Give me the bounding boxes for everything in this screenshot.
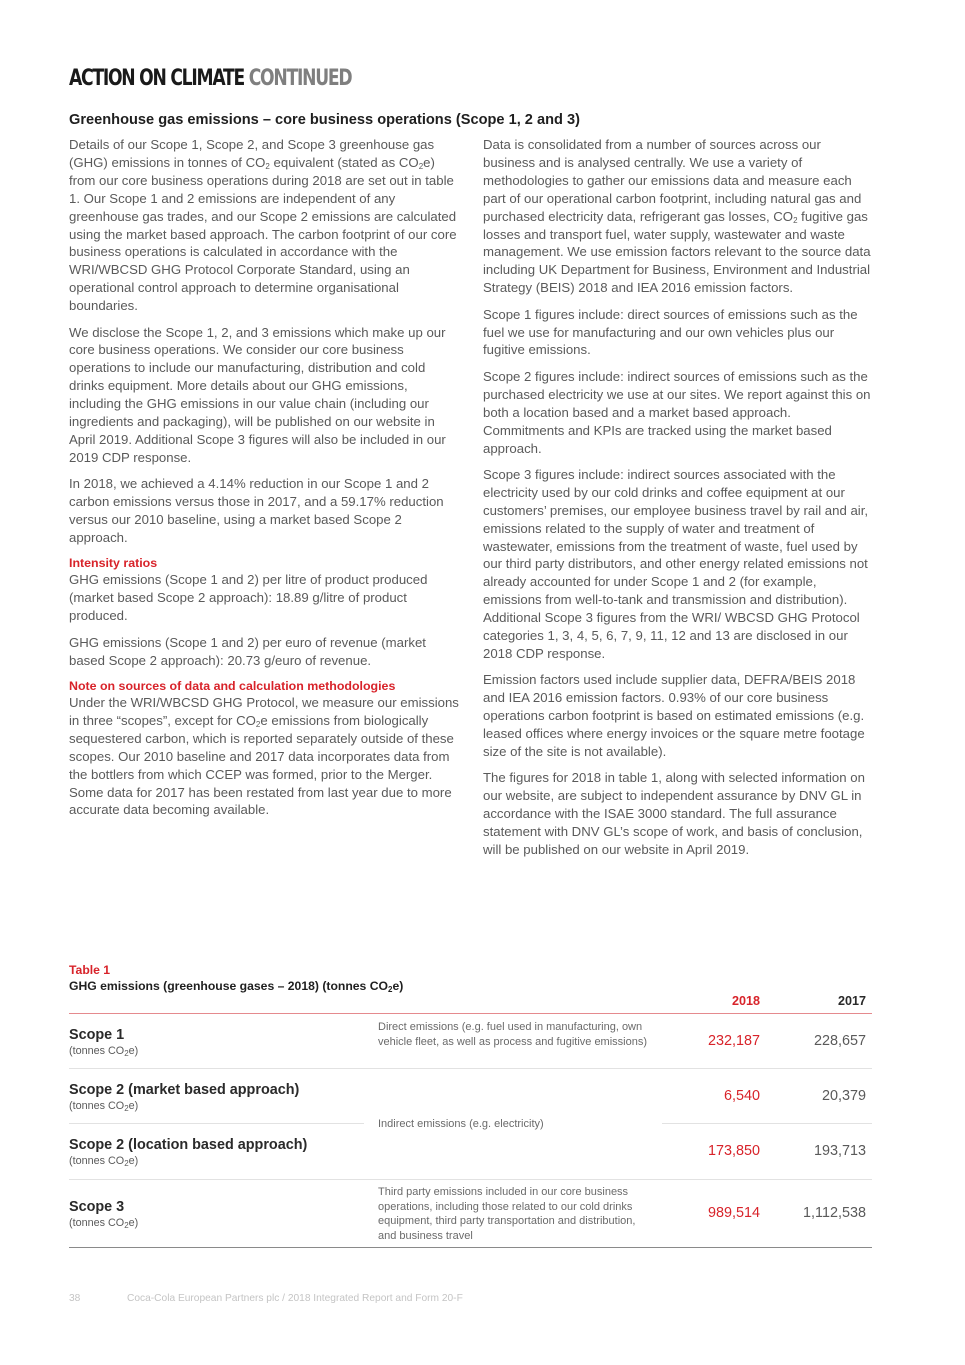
table-bottom-divider	[69, 1247, 872, 1248]
section-title: Greenhouse gas emissions – core business operations (Scope 1, 2 and 3)	[69, 112, 580, 128]
table-cell-2018: 232,187	[707, 1033, 760, 1049]
right-column	[483, 136, 875, 867]
page-number: 38	[69, 1293, 81, 1304]
table-cell-2017: 193,713	[813, 1143, 866, 1159]
header-continued: CONTINUED	[248, 66, 352, 91]
footer-text: Coca-Cola European Partners plc / 2018 Integrated Report and Form 20-F	[127, 1293, 463, 1304]
paragraph-details: Details of our Scope 1, Scope 2, and Scope 3 greenhouse gas (GHG) emissions in tonnes of $CO_2$ equivalent (stated as $CO_2e$) from our core business operations during 2018 are set out in table 1. Our Scope 1 and 2 emissions are independent of any greenhouse gas trades, and our Scope 2 emissions are calculated using the market based approach. The carbon footprint of our core business operations is calculated in accordance with the WRI/WBCSD GHG Protocol Corporate Standard, using an operational control approach to determine organisational boundaries.	[69, 137, 457, 314]
row-divider	[69, 1068, 872, 1069]
table-row-label: Scope 2 (market based approach) (tonnes $CO_2e$)	[69, 1082, 300, 1113]
table-cell-2017: 20,379	[821, 1088, 866, 1104]
paragraph-data-consolidated: Data is consolidated from a number of sources across our business and is analysed centrally. We use a variety of methodologies to gather our emissions data and measure each part of our operational carbon footprint, including natural gas and purchased electricity data, refrigerant gas losses, $CO_2$ fugitive gas losses and transport fuel, water supply, wastewater and waste management. We use emission factors relevant to the source data including UK Department for Business, Environment and Industrial Strategy (BEIS) 2018 and IEA 2016 emission factors.	[483, 137, 871, 296]
table-caption	[69, 962, 403, 994]
paragraph-assurance: The figures for 2018 in table 1, along with selected information on our website, are subject to independent assurance by DNV GL in accordance with the ISAE 3000 standard. The full assurance statement with DNV GL’s scope of work, and basis of conclusion, will be published on our website in April 2019.	[483, 770, 865, 858]
table-row-label: Scope 3 (tonnes $CO_2e$)	[69, 1199, 139, 1230]
table-label: Table 1	[69, 963, 111, 977]
table-row-label: Scope 1 (tonnes $CO_2e$)	[69, 1027, 139, 1058]
table-row-description: Third party emissions included in our core business operations, including those related to our cold drinks equipment, third party transportation and distribution, and business travel	[378, 1186, 636, 1242]
note-heading: Note on sources of data and calculation methodologies	[69, 678, 396, 693]
page-header	[69, 64, 351, 94]
table-cell-2018: 989,514	[707, 1205, 760, 1221]
table-cell-2018: 173,850	[707, 1143, 760, 1159]
table-cell-2017: 1,112,538	[803, 1205, 866, 1221]
paragraph-disclose: We disclose the Scope 1, 2, and 3 emissions which make up our core business operations. We consider our core business operations to include our manufacturing, distribution and cold drinks equipment. More details about our GHG emissions, including the GHG emissions in our value chain (including our ingredients and packaging), will be published on our website in April 2019. Additional Scope 3 figures will also be included in our 2019 CDP response.	[69, 324, 446, 465]
paragraph-emission-factors: Emission factors used include supplier data, DEFRA/BEIS 2018 and IEA 2016 emission factors. 0.93% of our core business operations carbon footprint is based on estimated emissions (e.g. leased offices where energy invoices or the square metre footage size of the site is not available).	[483, 672, 865, 759]
table-cell-2018: 6,540	[723, 1088, 760, 1104]
table-header-divider	[69, 1013, 872, 1014]
header-title: ACTION ON CLIMATE	[69, 66, 244, 91]
paragraph-reduction: In 2018, we achieved a 4.14% reduction in our Scope 1 and 2 carbon emissions versus those in 2017, and a 59.17% reduction versus our 2010 baseline, using a market based Scope 2 approach.	[69, 476, 444, 546]
paragraph-scope1: Scope 1 figures include: direct sources of emissions such as the fuel we use for manufacturing and our own vehicles plus our fugitive emissions.	[483, 306, 858, 358]
table-row-description: Direct emissions (e.g. fuel used in manufacturing, own vehicle fleet, as well as process and fugitive emissions)	[378, 1021, 648, 1048]
paragraph-scope3: Scope 3 figures include: indirect sources associated with the electricity used by our cold drinks and coffee equipment at our customers’ premises, our employee business travel by rail and air, emissions related to the supply of water and treatment of wastewater, emissions from the treatment of waste, fuel used by our third party distributors, and other energy related emissions not already accounted for under Scope 1 and 2 (for example, emissions from well-to-tank and transmission and distribution). Additional Scope 3 figures from the WRI/ WBCSD GHG Protocol categories 1, 3, 4, 5, 6, 7, 9, 11, 12 and 13 are disclosed in our 2018 CDP response.	[483, 466, 869, 661]
left-column	[69, 136, 461, 828]
column-header-2017: 2017	[837, 994, 866, 1008]
paragraph-scope2: Scope 2 figures include: indirect sources of emissions such as the purchased electricity we use at our sites. We report against this on both a location based and a market based approach. Commitments and KPIs are tracked using the market based approach.	[483, 368, 871, 456]
row-divider	[662, 1123, 872, 1124]
row-divider	[69, 1179, 872, 1180]
table-row-label: Scope 2 (location based approach) (tonnes $CO_2e$)	[69, 1137, 308, 1168]
row-divider	[69, 1123, 364, 1124]
paragraph-note: Under the WRI/WBCSD GHG Protocol, we measure our emissions in three “scopes”, except for $CO_2e$ emissions from biologically sequestered carbon, which is reported separately outside of these scopes. Our 2010 baseline and 2017 data incorporates data from the bottlers from which CCEP was formed, prior to the Merger. Some data for 2017 has been restated from last year due to more accurate data becoming available.	[69, 694, 459, 818]
intensity-ratios-heading: Intensity ratios	[69, 556, 158, 571]
column-header-2018: 2018	[731, 994, 760, 1008]
paragraph-intensity-litre: GHG emissions (Scope 1 and 2) per litre of product produced (market based Scope 2 approach): 18.89 g/litre of product produced.	[69, 572, 428, 624]
paragraph-intensity-euro: GHG emissions (Scope 1 and 2) per euro of revenue (market based Scope 2 approach): 20.73 g/euro of revenue.	[69, 634, 426, 668]
table-row-description: Indirect emissions (e.g. electricity)	[378, 1118, 544, 1130]
table-title: GHG emissions (greenhouse gases – 2018) (tonnes $CO_2e$)	[69, 979, 404, 994]
table-cell-2017: 228,657	[813, 1033, 866, 1049]
